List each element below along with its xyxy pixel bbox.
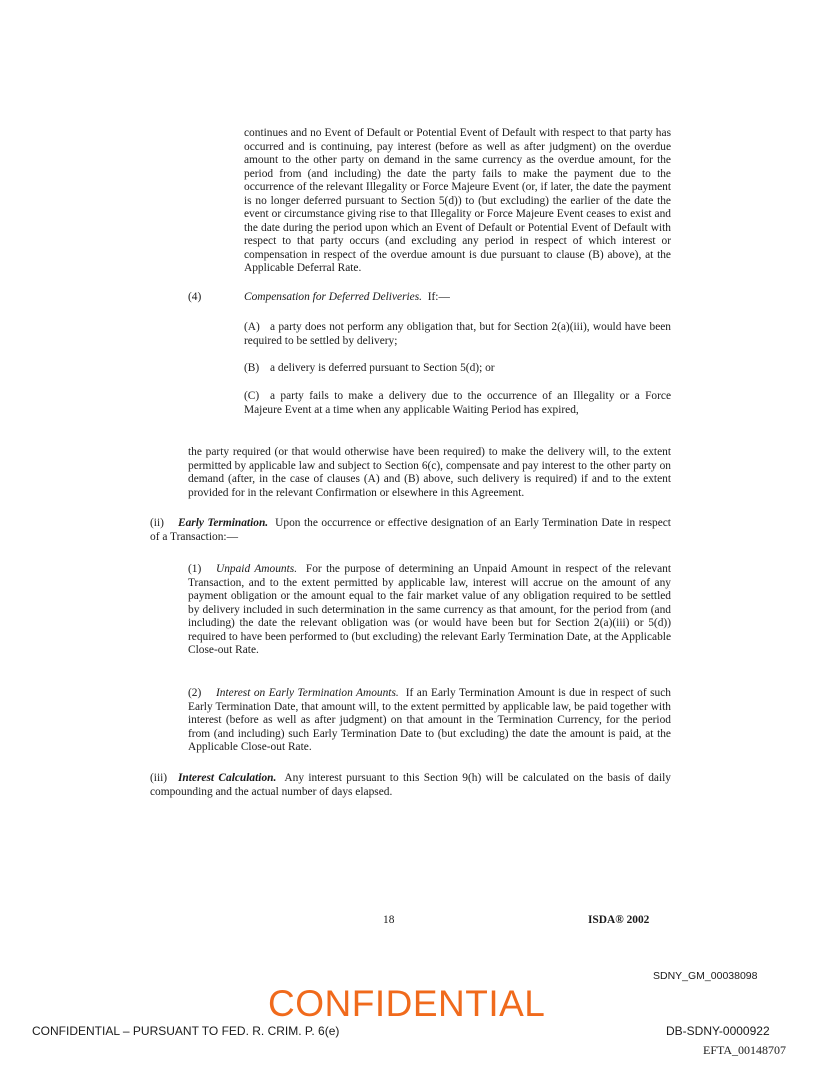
clause-b-number: (B)	[244, 362, 260, 374]
section-iii-number: (iii)	[150, 772, 168, 784]
clause-a-number: (A)	[244, 321, 260, 333]
clause-b	[244, 362, 671, 376]
section-ii-number: (ii)	[150, 517, 164, 529]
clause-c	[244, 390, 671, 417]
section-4-heading	[188, 291, 450, 305]
clause-a	[244, 321, 671, 348]
clause-b-text: a delivery is deferred pursuant to Section 5(d); or	[270, 362, 495, 374]
unpaid-amounts-paragraph	[188, 563, 671, 658]
section-4-lead: If:—	[427, 291, 450, 303]
unpaid-amounts-number: (1)	[188, 563, 202, 575]
section-ii-text: Upon the occurrence or effective designation of an Early Termination Date in respect of a Transaction:—	[150, 517, 671, 543]
page-number: 18	[383, 914, 395, 926]
efta-number: EFTA_00148707	[703, 1043, 787, 1057]
unpaid-amounts-title: Unpaid Amounts.	[216, 563, 298, 575]
bates-db-number: DB-SDNY-0000922	[666, 1024, 770, 1038]
confidential-stamp: CONFIDENTIAL	[268, 983, 546, 1024]
interest-early-termination-number: (2)	[188, 687, 202, 699]
section-ii-title: Early Termination.	[178, 517, 269, 529]
interest-early-termination-text: If an Early Termination Amount is due in respect of such Early Termination Date, that amount will, to the extent permitted by applicable law, be paid together with interest (before as well as after judgment) on that amount in the Termination Currency, for the period from (and including) such Early Termination Date to (but excluding) the date the amount is paid, at the Applicable Close-out Rate.	[188, 687, 672, 753]
bates-gm-number: SDNY_GM_00038098	[653, 970, 758, 982]
section-4-title: Compensation for Deferred Deliveries.	[244, 291, 423, 303]
interest-early-termination-title: Interest on Early Termination Amounts.	[216, 687, 399, 699]
clause-c-text: a party fails to make a delivery due to the occurrence of an Illegality or a Force Majeure Event at a time when any applicable Waiting Period has expired,	[244, 390, 671, 416]
section-4-number: (4)	[188, 291, 202, 303]
unpaid-amounts-text: For the purpose of determining an Unpaid Amount in respect of the relevant Transaction, and to the extent permitted by applicable law, interest will accrue on the amount of any payment obligation or the amount equal to the fair market value of any obligation required to be settled by delivery included in such determination in the same currency as that amount, for the period from (and including) the date the relevant obligation was (or would have been but for Section 2(a)(iii) or 5(d)) required to have been performed to (but excluding) the relevant Early Termination Date, at the Applicable Close-out Rate.	[188, 563, 672, 656]
continuation-paragraph: continues and no Event of Default or Potential Event of Default with respect to that party has occurred and is continuing, pay interest (before as well as after judgment) on the overdue amount to the other party on demand in the same currency as the overdue amount, for the period from (and including) the date the party fails to make the payment due to the occurrence of the relevant Illegality or Force Majeure Event (or, if later, the date the payment is no longer deferred pursuant to Section 5(d)) to (but excluding) the earlier of the date the event or circumstance giving rise to that Illegality or Force Majeure Event ceases to exist and the date during the period upon which an Event of Default or Potential Event of Default with respect to that party occurs (and excluding any period in respect of which interest or compensation in respect of the overdue amount is due pursuant to clause (B) above), at the Applicable Deferral Rate.	[244, 127, 671, 274]
section-iii	[150, 772, 671, 799]
confidential-notice: CONFIDENTIAL – PURSUANT TO FED. R. CRIM. P. 6(e)	[32, 1024, 340, 1038]
isda-footer: ISDA® 2002	[588, 914, 650, 926]
interest-early-termination-paragraph	[188, 687, 671, 755]
section-iii-text: Any interest pursuant to this Section 9(h) will be calculated on the basis of daily compounding and the actual number of days elapsed.	[150, 772, 672, 798]
section-iii-title: Interest Calculation.	[178, 772, 277, 784]
clause-a-text: a party does not perform any obligation that, but for Section 2(a)(iii), would have been required to be settled by delivery;	[244, 321, 671, 347]
section-4-tail: the party required (or that would otherwise have been required) to make the delivery will, to the extent permitted by applicable law and subject to Section 6(c), compensate and pay interest to the other party on demand (after, in the case of clauses (A) and (B) above, such delivery is required) if and to the extent provided for in the relevant Confirmation or elsewhere in this Agreement.	[188, 446, 671, 499]
section-ii	[150, 517, 671, 544]
clause-c-number: (C)	[244, 390, 260, 402]
